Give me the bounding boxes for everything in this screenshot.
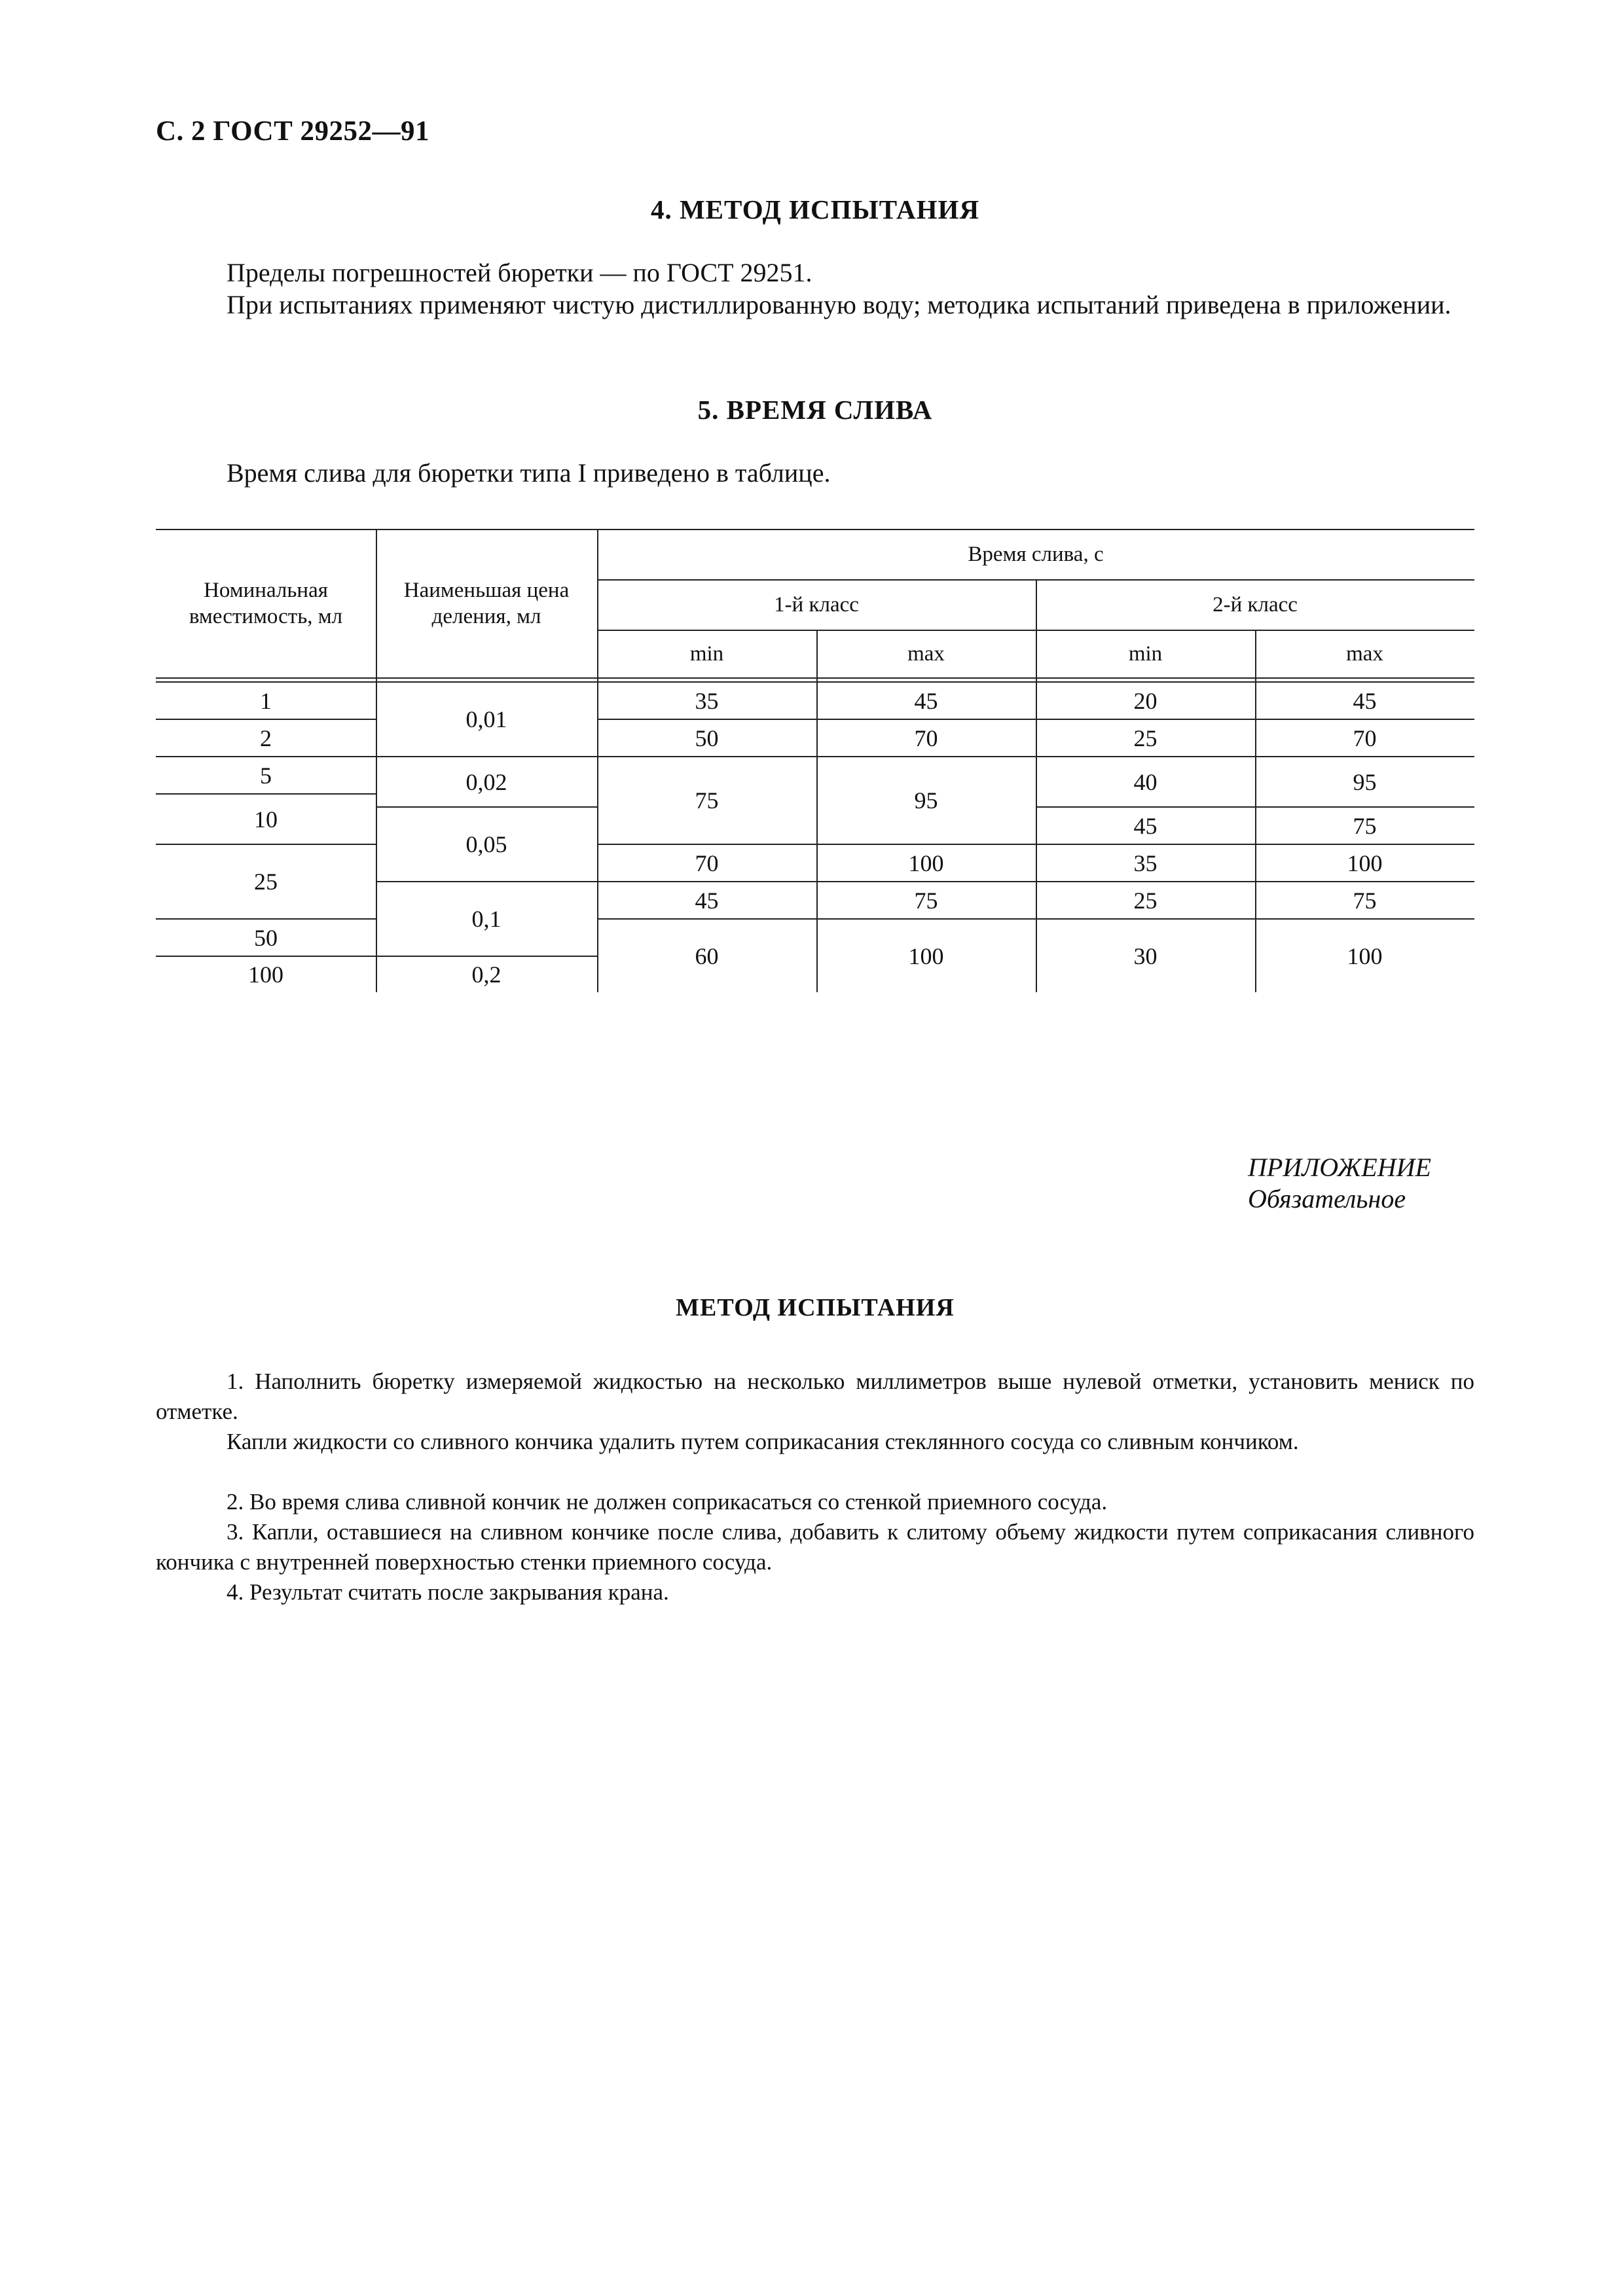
appendix-item-2: 2. Во время слива сливной кончик не должен соприкасаться со стенкой приемного сосуда.: [227, 1489, 1108, 1515]
class-2-max-cell: 75: [1353, 812, 1377, 839]
appendix-status: Обязательное: [1248, 1184, 1406, 1213]
drain-time-table: [156, 529, 1474, 992]
capacity-cell: 100: [248, 961, 283, 988]
header-class-1: 1-й класс: [774, 592, 859, 617]
class-1-max-cell: 70: [914, 725, 938, 751]
class-1-max-cell: 95: [914, 787, 938, 814]
appendix-item-1b: Капли жидкости со сливного кончика удалить путем соприкасания стеклянного сосуда со сливным кончиком.: [227, 1429, 1299, 1454]
class-2-max-cell: 70: [1353, 725, 1377, 751]
class-2-min-cell: 30: [1133, 942, 1158, 969]
section-4-paragraph-1: Пределы погрешностей бюретки — по ГОСТ 29251.: [227, 258, 812, 287]
division-cell: 0,1: [471, 906, 501, 932]
appendix-item-1: 1. Наполнить бюретку измеряемой жидкостью на несколько миллиметров выше нулевой отметки, установить мениск по отметке.: [156, 1369, 1474, 1424]
section-5-paragraph-1: Время слива для бюретки типа I приведено в таблице.: [227, 458, 831, 488]
class-2-min-cell: 20: [1133, 687, 1158, 714]
division-cell: 0,01: [465, 706, 507, 732]
capacity-cell: 1: [260, 687, 272, 714]
class-1-min-cell: 60: [695, 942, 719, 969]
capacity-cell: 2: [260, 725, 272, 751]
capacity-cell: 25: [254, 869, 278, 895]
division-cell: 0,05: [465, 831, 507, 857]
class-2-max-cell: 45: [1353, 687, 1377, 714]
page-header: С. 2 ГОСТ 29252—91: [156, 116, 430, 147]
header-class-2-max: max: [1346, 641, 1383, 666]
class-1-max-cell: 100: [908, 850, 944, 876]
header-class-1-min: min: [689, 641, 724, 666]
class-1-min-cell: 70: [695, 850, 719, 876]
capacity-cell: 5: [260, 762, 272, 789]
class-2-max-cell: 100: [1347, 942, 1383, 969]
class-1-min-cell: 50: [695, 725, 719, 751]
appendix-label: ПРИЛОЖЕНИЕ: [1248, 1153, 1431, 1182]
class-1-min-cell: 45: [695, 887, 719, 914]
table-header-rule-3a: [156, 677, 1474, 679]
division-cell: 0,2: [471, 961, 501, 988]
capacity-cell: 50: [254, 924, 278, 951]
appendix-item-3: 3. Капли, оставшиеся на сливном кончике после слива, добавить к слитому объему жидкости путем соприкасания сливного кончика с внутренней поверхностью стенки приемного сосуда.: [156, 1519, 1474, 1575]
header-class-2: 2-й класс: [1213, 592, 1298, 617]
appendix-label-block: [1248, 1152, 1431, 1215]
class-2-min-cell: 25: [1133, 725, 1158, 751]
class-1-max-cell: 45: [914, 687, 938, 714]
class-1-max-cell: 75: [914, 887, 938, 914]
class-2-max-cell: 95: [1353, 768, 1377, 795]
class-2-min-cell: 45: [1133, 812, 1158, 839]
class-2-min-cell: 35: [1133, 850, 1158, 876]
section-4-paragraph-2: При испытаниях применяют чистую дистиллированную воду; методика испытаний приведена в приложении.: [227, 290, 1451, 319]
class-1-max-cell: 100: [908, 942, 944, 969]
appendix-title: МЕТОД ИСПЫТАНИЯ: [676, 1294, 955, 1321]
header-drain-time: Время слива, с: [968, 542, 1104, 566]
class-2-max-cell: 100: [1347, 850, 1383, 876]
class-2-min-cell: 40: [1133, 768, 1158, 795]
class-2-min-cell: 25: [1133, 887, 1158, 914]
class-1-min-cell: 75: [695, 787, 719, 814]
header-capacity: Номинальная вместимость, мл: [189, 578, 343, 628]
capacity-cell: 10: [254, 806, 278, 833]
class-1-min-cell: 35: [695, 687, 719, 714]
class-2-max-cell: 75: [1353, 887, 1377, 914]
section-5-title: 5. ВРЕМЯ СЛИВА: [697, 395, 933, 425]
appendix-item-4: 4. Результат считать после закрывания крана.: [227, 1579, 669, 1605]
section-4-title: 4. МЕТОД ИСПЫТАНИЯ: [650, 194, 980, 224]
header-division: Наименьшая цена деления, мл: [403, 578, 570, 628]
division-cell: 0,02: [465, 768, 507, 795]
header-class-1-max: max: [907, 641, 945, 666]
header-class-2-min: min: [1128, 641, 1163, 666]
